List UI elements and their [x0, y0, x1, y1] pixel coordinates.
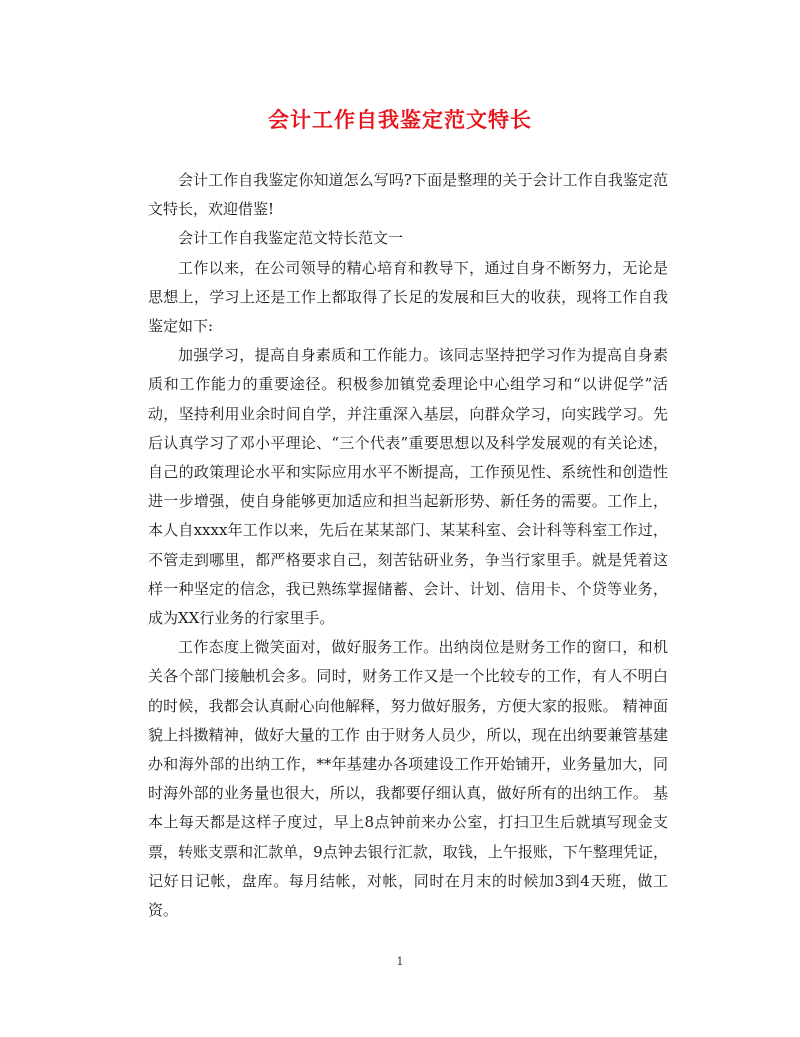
document-body	[148, 166, 668, 925]
section-heading: 会计工作自我鉴定范文特长范文一	[178, 229, 404, 248]
intro-paragraph: 会计工作自我鉴定你知道怎么写吗?下面是整理的关于会计工作自我鉴定范文特长，欢迎借鉴!	[148, 171, 668, 219]
body-paragraph: 工作态度上微笑面对，做好服务工作。出纳岗位是财务工作的窗口，和机关各个部门接触机会多。同时，财务工作又是一个比较专的工作，有人不明白的时候，我都会认真耐心向他解释，努力做好服务，方便大家的报账。 精神面貌上抖擞精神，做好大量的工作 由于财务人员少，所以，现在出纳要兼管基建办和海外部的出纳工作，**年基建办各项建设工作开始铺开，业务量加大，同时海外部的业务量也很大，所以，我都要仔细认真，做好所有的出纳工作。 基本上每天都是这样子度过，早上8点钟前来办公室，打扫卫生后就填写现金支票，转账支票和汇款单，9点钟去银行汇款，取钱，上午报账，下午整理凭证，记好日记帐，盘库。每月结帐，对帐，同时在月末的时候加3到4天班，做工资。	[148, 638, 668, 920]
document-title: 会计工作自我鉴定范文特长	[268, 107, 532, 132]
body-paragraph: 工作以来，在公司领导的精心培育和教导下，通过自身不断努力，无论是思想上，学习上还是工作上都取得了长足的发展和巨大的收获，现将工作自我鉴定如下:	[148, 258, 668, 336]
page-number: 1	[396, 955, 404, 968]
body-paragraph: 加强学习，提高自身素质和工作能力。该同志坚持把学习作为提高自身素质和工作能力的重要途径。积极参加镇党委理论中心组学习和“以讲促学”活动，坚持利用业余时间自学，并注重深入基层，向群众学习，向实践学习。先后认真学习了邓小平理论、“三个代表”重要思想以及科学发展观的有关论述，自己的政策理论水平和实际应用水平不断提高，工作预见性、系统性和创造性进一步增强，使自身能够更加适应和担当起新形势、新任务的需要。工作上，本人自xxxx年工作以来，先后在某某部门、某某科室、会计科等科室工作过，不管走到哪里，都严格要求自己，刻苦钻研业务，争当行家里手。就是凭着这样一种坚定的信念，我已熟练掌握储蓄、会计、计划、信用卡、个贷等业务，成为XX行业务的行家里手。	[148, 346, 668, 628]
